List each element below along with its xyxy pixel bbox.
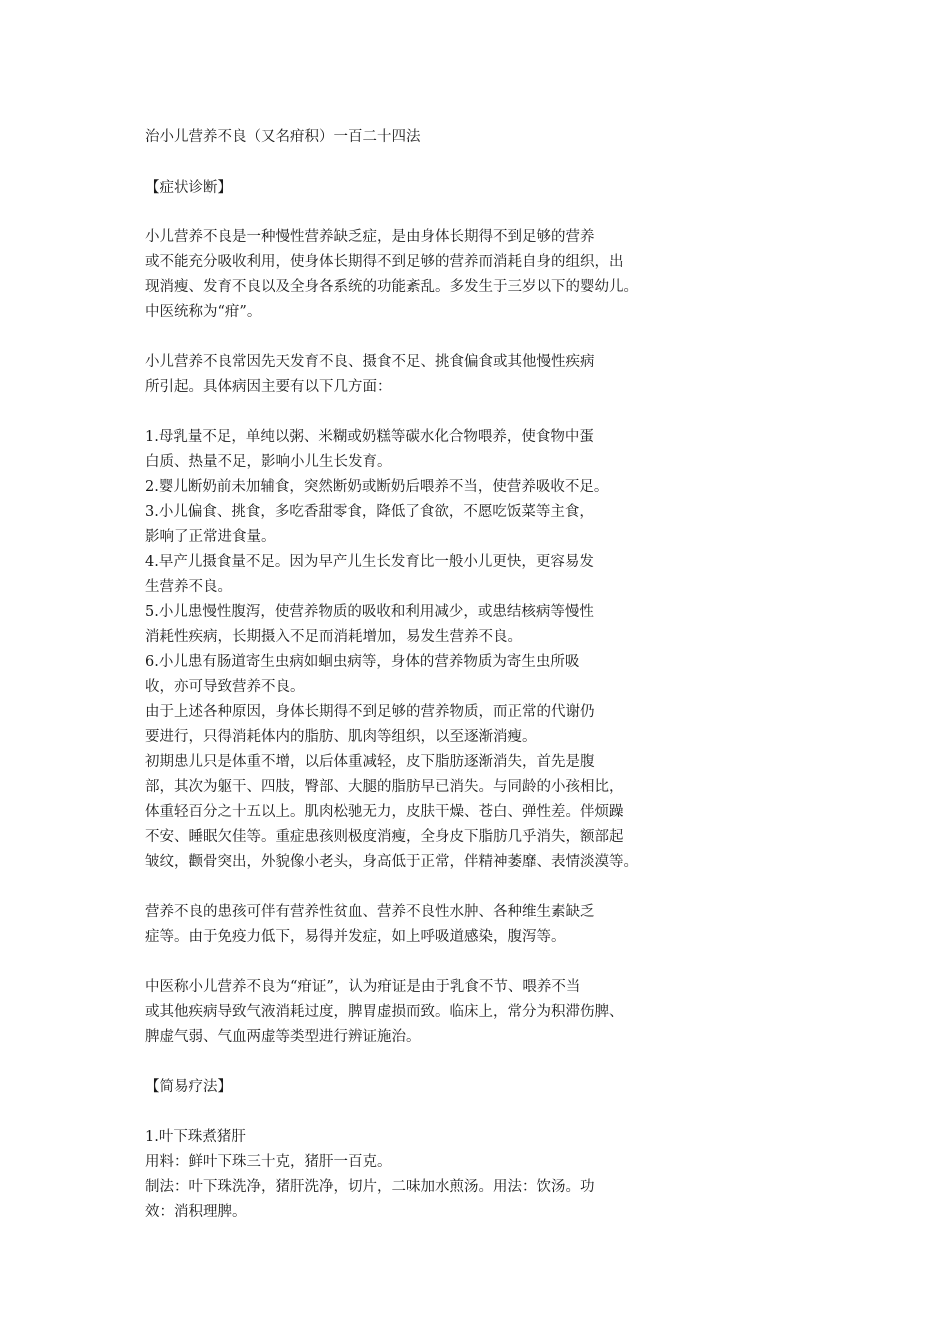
text-line: 4.早产儿摄食量不足。因为早产儿生长发育比一般小儿更快，更容易发 [145,554,594,570]
section-heading-remedies: 【简易疗法】 [145,1079,232,1095]
text-line: 症等。由于免疫力低下，易得并发症，如上呼吸道感染，腹泻等。 [145,929,566,945]
text-line: 效：消积理脾。 [145,1204,247,1220]
text-line: 皱纹，颧骨突出，外貌像小老头，身高低于正常，伴精神萎靡、表情淡漠等。 [145,854,638,870]
text-line: 营养不良的患孩可伴有营养性贫血、营养不良性水肿、各种维生素缺乏 [145,904,595,920]
text-line: 用料：鲜叶下珠三十克，猪肝一百克。 [145,1154,392,1170]
text-line: 中医统称为“疳”。 [145,304,262,320]
text-line: 体重轻百分之十五以上。肌肉松驰无力，皮肤干燥、苍白、弹性差。伴烦躁 [145,804,624,820]
text-line: 不安、睡眠欠佳等。重症患孩则极度消瘦，全身皮下脂肪几乎消失，额部起 [145,829,624,845]
text-line: 消耗性疾病，长期摄入不足而消耗增加，易发生营养不良。 [145,629,522,645]
text-line: 3.小儿偏食、挑食，多吃香甜零食，降低了食欲，不愿吃饭菜等主食， [145,504,594,520]
document-title: 治小儿营养不良（又名疳积）一百二十四法 [145,129,421,145]
text-line: 或其他疾病导致气液消耗过度，脾胃虚损而致。临床上，常分为积滞伤脾、 [145,1004,624,1020]
text-line: 要进行，只得消耗体内的脂肪、肌肉等组织，以至逐渐消瘦。 [145,729,537,745]
remedy-title: 1.叶下珠煮猪肝 [145,1129,246,1145]
text-line: 部，其次为躯干、四肢，臀部、大腿的脂肪早已消失。与同龄的小孩相比， [145,779,624,795]
section-heading-diagnosis: 【症状诊断】 [145,180,232,196]
text-line: 收，亦可导致营养不良。 [145,679,305,695]
text-line: 所引起。具体病因主要有以下几方面： [145,379,392,395]
text-line: 现消瘦、发育不良以及全身各系统的功能紊乱。多发生于三岁以下的婴幼儿。 [145,279,638,295]
text-line: 或不能充分吸收利用，使身体长期得不到足够的营养而消耗自身的组织，出 [145,254,624,270]
text-line: 生营养不良。 [145,579,232,595]
text-line: 2.婴儿断奶前未加辅食，突然断奶或断奶后喂养不当，使营养吸收不足。 [145,479,609,495]
text-line: 5.小儿患慢性腹泻，使营养物质的吸收和利用减少，或患结核病等慢性 [145,604,594,620]
text-line: 脾虚气弱、气血两虚等类型进行辨证施治。 [145,1029,421,1045]
text-line: 1.母乳量不足，单纯以粥、米糊或奶糕等碳水化合物喂养，使食物中蛋 [145,429,594,445]
text-line: 小儿营养不良常因先天发育不良、摄食不足、挑食偏食或其他慢性疾病 [145,354,595,370]
text-line: 白质、热量不足，影响小儿生长发育。 [145,454,392,470]
text-line: 中医称小儿营养不良为“疳证”，认为疳证是由于乳食不节、喂养不当 [145,979,581,995]
text-line: 小儿营养不良是一种慢性营养缺乏症，是由身体长期得不到足够的营养 [145,229,595,245]
text-line: 由于上述各种原因，身体长期得不到足够的营养物质，而正常的代谢仍 [145,704,595,720]
text-line: 制法：叶下珠洗净，猪肝洗净，切片，二味加水煎汤。用法：饮汤。功 [145,1179,595,1195]
text-line: 初期患儿只是体重不增，以后体重减轻，皮下脂肪逐渐消失，首先是腹 [145,754,595,770]
text-line: 6.小儿患有肠道寄生虫病如蛔虫病等，身体的营养物质为寄生虫所吸 [145,654,580,670]
text-line: 影响了正常进食量。 [145,529,276,545]
